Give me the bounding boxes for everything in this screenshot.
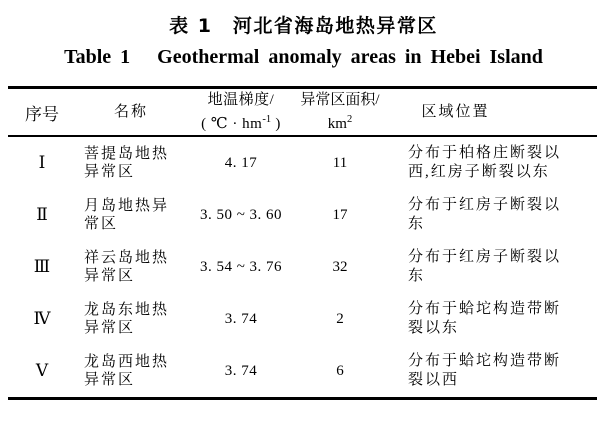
row-gradient: 3. 74 [224, 362, 258, 379]
row-gradient: 3. 50 ~ 3. 60 [199, 206, 283, 223]
table-title-en: Table 1 Geothermal anomaly areas in Hebei Island [64, 46, 543, 68]
row-area: 11 [332, 154, 348, 171]
table-row [8, 241, 597, 293]
row-no: Ⅰ [38, 153, 46, 172]
gradient-unit-text: ( ℃ · hm [201, 115, 263, 132]
area-unit-text: km [327, 115, 347, 132]
row-gradient: 3. 74 [224, 310, 258, 327]
row-name: 月岛地热异常区 [84, 198, 170, 232]
row-name: 龙岛东地热异常区 [84, 302, 170, 336]
gradient-header-line1: 地温梯度/ [207, 91, 275, 108]
row-name: 龙岛西地热异常区 [84, 354, 170, 388]
row-no: Ⅳ [33, 309, 51, 328]
row-location: 分布于柏格庄断裂以西,红房子断裂以东 [408, 145, 562, 180]
row-area: 17 [332, 206, 348, 223]
row-no: Ⅴ [35, 361, 49, 380]
col-header-gradient [186, 91, 296, 134]
gradient-unit-exponent: -1 [262, 113, 272, 125]
table-title-zh: 表 1 河北省海岛地热异常区 [169, 15, 438, 37]
table-row [8, 189, 597, 241]
area-header-unit [296, 110, 384, 134]
row-area: 2 [336, 310, 344, 327]
gradient-unit-close: ) [271, 115, 281, 132]
geothermal-anomaly-table [8, 86, 597, 400]
table-row [8, 293, 597, 345]
row-location: 分布于红房子断裂以东 [408, 197, 562, 232]
gradient-header-unit [186, 110, 296, 134]
row-gradient: 3. 54 ~ 3. 76 [199, 258, 283, 275]
col-header-no: 序号 [25, 104, 59, 124]
area-unit-exponent: 2 [346, 113, 353, 125]
row-area: 6 [336, 362, 344, 379]
row-location: 分布于蛤坨构造带断裂以东 [408, 301, 562, 336]
table-row [8, 137, 597, 189]
row-name: 祥云岛地热异常区 [84, 250, 170, 284]
area-header-line1: 异常区面积/ [300, 91, 380, 108]
col-header-location: 区域位置 [421, 103, 490, 120]
col-header-name: 名称 [113, 104, 148, 120]
row-location: 分布于红房子断裂以东 [408, 249, 562, 284]
row-no: Ⅲ [33, 257, 51, 276]
table-row [8, 345, 597, 397]
table-header-row [8, 89, 597, 137]
row-no: Ⅱ [36, 205, 48, 224]
row-area: 32 [332, 258, 348, 275]
row-name: 菩提岛地热异常区 [84, 146, 170, 180]
col-header-area [296, 91, 384, 134]
row-gradient: 4. 17 [224, 154, 258, 171]
row-location: 分布于蛤坨构造带断裂以西 [408, 353, 562, 388]
